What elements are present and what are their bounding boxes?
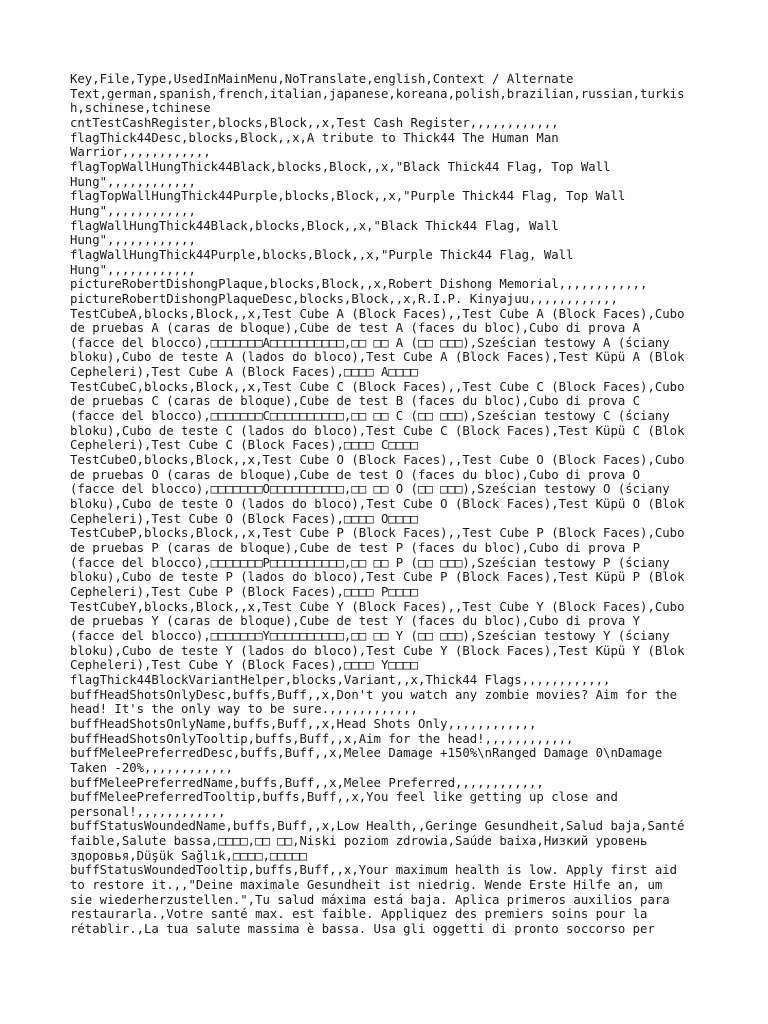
text-line: Hung",,,,,,,,,,,, (70, 262, 196, 277)
text-line: TestCubeC,blocks,Block,,x,Test Cube C (Block Faces),,Test Cube C (Block Faces),Cubo (70, 379, 685, 394)
text-line: bloku),Cubo de teste C (lados do bloco),Test Cube C (Block Faces),Test Küpü C (Blok (70, 423, 685, 438)
text-line: flagThick44Desc,blocks,Block,,x,A tribute to Thick44 The Human Man (70, 130, 559, 145)
text-line: Hung",,,,,,,,,,,, (70, 174, 196, 189)
text-line: Cepheleri),Test Cube O (Block Faces),□□□□ O□□□□ (70, 511, 418, 526)
text-line: TestCubeO,blocks,Block,,x,Test Cube O (Block Faces),,Test Cube O (Block Faces),Cubo (70, 453, 685, 468)
text-line: Cepheleri),Test Cube P (Block Faces),□□□□ P□□□□ (70, 584, 418, 599)
text-line: flagTopWallHungThick44Purple,blocks,Block,,x,"Purple Thick44 Flag, Top Wall (70, 189, 626, 204)
text-line: buffStatusWoundedTooltip,buffs,Buff,,x,Your maximum health is low. Apply first aid (70, 863, 678, 878)
csv-text-body (70, 72, 702, 937)
text-line: buffHeadShotsOnlyName,buffs,Buff,,x,Head Shots Only,,,,,,,,,,,, (70, 716, 537, 731)
text-line: restaurarla.,Votre santé max. est faible. Appliquez des premiers soins pour la (70, 907, 648, 922)
text-line: buffHeadShotsOnlyTooltip,buffs,Buff,,x,Aim for the head!,,,,,,,,,,,, (70, 731, 574, 746)
text-line: (facce del blocco),□□□□□□□A□□□□□□□□□□,□□ □□ A (□□ □□□),Sześcian testowy A (ściany (70, 335, 670, 350)
text-line: cntTestCashRegister,blocks,Block,,x,Test Cash Register,,,,,,,,,,,, (70, 115, 559, 130)
text-line: Taken -20%,,,,,,,,,,,, (70, 760, 233, 775)
text-line: Cepheleri),Test Cube A (Block Faces),□□□□ A□□□□ (70, 365, 418, 380)
text-line: rétablir.,La tua salute massima è bassa. Usa gli oggetti di pronto soccorso per (70, 922, 655, 937)
text-line: TestCubeY,blocks,Block,,x,Test Cube Y (Block Faces),,Test Cube Y (Block Faces),Cubo (70, 599, 685, 614)
text-line: buffHeadShotsOnlyDesc,buffs,Buff,,x,Don't you watch any zombie movies? Aim for the (70, 687, 678, 702)
text-line: personal!,,,,,,,,,,,, (70, 804, 226, 819)
text-line: TestCubeA,blocks,Block,,x,Test Cube A (Block Faces),,Test Cube A (Block Faces),Cubo (70, 306, 685, 321)
text-line: bloku),Cubo de teste Y (lados do bloco),Test Cube Y (Block Faces),Test Küpü Y (Blok (70, 643, 685, 658)
text-line: pictureRobertDishongPlaqueDesc,blocks,Block,,x,R.I.P. Kinyajuu,,,,,,,,,,,, (70, 291, 618, 306)
text-line: faible,Salute bassa,□□□□,□□ □□,Niski poziom zdrowia,Saúde baixa,Низкий уровень (70, 834, 648, 849)
text-line: h,schinese,tchinese (70, 101, 211, 116)
text-line: flagTopWallHungThick44Black,blocks,Block,,x,"Black Thick44 Flag, Top Wall (70, 159, 611, 174)
text-line: TestCubeP,blocks,Block,,x,Test Cube P (Block Faces),,Test Cube P (Block Faces),Cubo (70, 526, 685, 541)
text-line: de pruebas C (caras de bloque),Cube de test B (faces du bloc),Cubo di prova C (70, 394, 641, 409)
text-line: Key,File,Type,UsedInMainMenu,NoTranslate,english,Context / Alternate (70, 72, 574, 86)
text-line: buffMeleePreferredTooltip,buffs,Buff,,x,You feel like getting up close and (70, 790, 618, 805)
text-line: (facce del blocco),□□□□□□□C□□□□□□□□□□,□□ □□ C (□□ □□□),Sześcian testowy C (ściany (70, 409, 670, 424)
text-line: sie wiederherzustellen.",Tu salud máxima está baja. Aplica primeros auxilios para (70, 892, 670, 907)
text-line: Cepheleri),Test Cube Y (Block Faces),□□□□ Y□□□□ (70, 658, 418, 673)
text-line: head! It's the only way to be sure.,,,,,,,,,,,, (70, 702, 418, 717)
text-line: buffMeleePreferredDesc,buffs,Buff,,x,Melee Damage +150%\nRanged Damage 0\nDamage (70, 746, 663, 761)
text-line: (facce del blocco),□□□□□□□O□□□□□□□□□□,□□ □□ O (□□ □□□),Sześcian testowy O (ściany (70, 482, 670, 497)
text-line: (facce del blocco),□□□□□□□Y□□□□□□□□□□,□□ □□ Y (□□ □□□),Sześcian testowy Y (ściany (70, 628, 670, 643)
text-line: Hung",,,,,,,,,,,, (70, 203, 196, 218)
text-line: flagWallHungThick44Black,blocks,Block,,x,"Black Thick44 Flag, Wall (70, 218, 559, 233)
text-line: to restore it.,,"Deine maximale Gesundheit ist niedrig. Wende Erste Hilfe an, um (70, 878, 663, 893)
text-line: Hung",,,,,,,,,,,, (70, 233, 196, 248)
text-line: (facce del blocco),□□□□□□□P□□□□□□□□□□,□□ □□ P (□□ □□□),Sześcian testowy P (ściany (70, 555, 670, 570)
text-line: здоровья,Düşük Sağlık,□□□□,□□□□□ (70, 848, 307, 863)
text-line: flagThick44BlockVariantHelper,blocks,Variant,,x,Thick44 Flags,,,,,,,,,,,, (70, 672, 611, 687)
text-line: de pruebas P (caras de bloque),Cube de test P (faces du bloc),Cubo di prova P (70, 541, 641, 555)
text-line: buffMeleePreferredName,buffs,Buff,,x,Melee Preferred,,,,,,,,,,,, (70, 775, 544, 790)
text-line: bloku),Cubo de teste O (lados do bloco),Test Cube O (Block Faces),Test Küpü O (Blok (70, 497, 685, 512)
text-line: de pruebas A (caras de bloque),Cube de test A (faces du bloc),Cubo di prova A (70, 321, 641, 336)
text-line: pictureRobertDishongPlaque,blocks,Block,,x,Robert Dishong Memorial,,,,,,,,,,,, (70, 277, 648, 292)
text-line: Cepheleri),Test Cube C (Block Faces),□□□□ C□□□□ (70, 438, 418, 453)
text-line: Text,german,spanish,french,italian,japanese,koreana,polish,brazilian,russian,turkis (70, 86, 685, 101)
text-line: buffStatusWoundedName,buffs,Buff,,x,Low Health,,Geringe Gesundheit,Salud baja,Santé (70, 819, 685, 834)
text-line: de pruebas Y (caras de bloque),Cube de test Y (faces du bloc),Cubo di prova Y (70, 614, 641, 629)
text-line: flagWallHungThick44Purple,blocks,Block,,x,"Purple Thick44 Flag, Wall (70, 247, 574, 262)
text-line: de pruebas O (caras de bloque),Cube de test O (faces du bloc),Cubo di prova O (70, 467, 641, 482)
text-line: bloku),Cubo de teste A (lados do bloco),Test Cube A (Block Faces),Test Küpü A (Blok (70, 350, 685, 365)
document-page (70, 72, 702, 937)
text-line: bloku),Cubo de teste P (lados do bloco),Test Cube P (Block Faces),Test Küpü P (Blok (70, 570, 685, 585)
text-line: Warrior,,,,,,,,,,,, (70, 145, 211, 160)
